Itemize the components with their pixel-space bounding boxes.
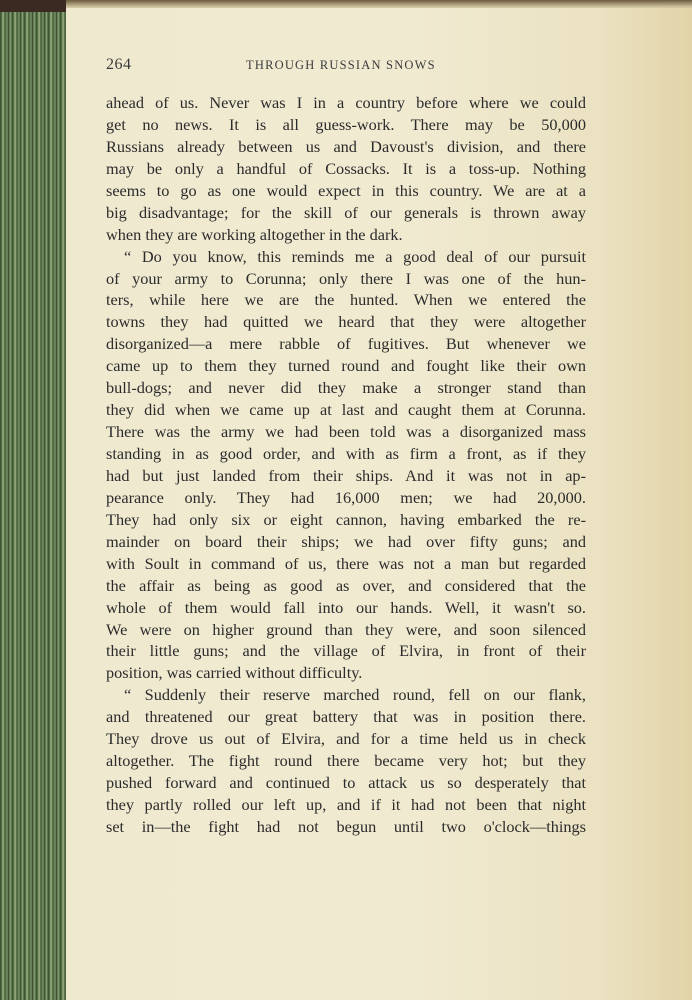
text-line: whole of them would fall into our hands. Well, it wasn't so.: [106, 597, 586, 617]
text-line: of your army to Corunna; only there I was one of the hun-: [106, 268, 586, 288]
text-line: pushed forward and continued to attack us so desperately that: [106, 773, 586, 793]
text-line: get no news. It is all guess-work. There may be 50,000: [106, 114, 586, 134]
text-line: mainder on board their ships; we had over fifty guns; and: [106, 531, 586, 551]
text-line: “ Do you know, this reminds me a good deal of our pursuit: [124, 246, 586, 266]
text-line: came up to them they turned round and fought like their own: [106, 356, 586, 376]
text-line: ahead of us. Never was I in a country before where we could: [106, 93, 586, 112]
text-line: They drove us out of Elvira, and for a time held us in check: [106, 729, 586, 749]
text-line: had but just landed from their ships. And it was not in ap-: [106, 465, 586, 485]
text-line: their little guns; and the village of Elvira, in front of their: [106, 641, 586, 661]
text-line: with Soult in command of us, there was not a man but regarded: [106, 553, 586, 573]
text-line: may be only a handful of Cossacks. It is a toss-up. Nothing: [106, 158, 586, 178]
text-line: position, was carried without difficulty.: [106, 663, 363, 683]
text-line: altogether. The fight round there became very hot; but they: [106, 751, 586, 771]
text-line: they partly rolled our left up, and if it had not been that night: [106, 795, 586, 814]
text-line: towns they had quitted we heard that they were altogether: [106, 312, 586, 332]
text-line: they did when we came up at last and caught them at Corunna.: [106, 400, 586, 420]
text-line: “ Suddenly their reserve marched round, fell on our flank,: [124, 685, 586, 705]
text-line: the affair as being as good as over, and considered that the: [106, 575, 586, 595]
text-line: and threatened our great battery that was in position there.: [106, 707, 586, 727]
text-line: when they are working altogether in the dark.: [106, 224, 403, 244]
body-text: [106, 92, 586, 838]
text-line: set in—the fight had not begun until two o'clock—things: [106, 816, 586, 836]
text-line: There was the army we had been told was a disorganized mass: [106, 422, 586, 442]
text-line: standing in as good order, and with as firm a front, as if they: [106, 444, 586, 463]
text-line: disorganized—a mere rabble of fugitives. But whenever we: [106, 334, 586, 354]
text-line: pearance only. They had 16,000 men; we had 20,000.: [106, 487, 586, 507]
running-head: [106, 56, 586, 78]
text-line: big disadvantage; for the skill of our generals is thrown away: [106, 202, 586, 222]
text-line: They had only six or eight cannon, having embarked the re-: [106, 509, 586, 529]
text-line: ters, while here we are the hunted. When we entered the: [106, 290, 586, 310]
book-title: THROUGH RUSSIAN SNOWS: [246, 58, 436, 72]
page-number: 264: [106, 56, 132, 73]
text-line: bull-dogs; and never did they make a stronger stand than: [106, 378, 586, 398]
text-line: seems to go as one would expect in this country. We are at a: [106, 180, 586, 200]
text-line: We were on higher ground than they were, and soon silenced: [106, 619, 586, 639]
book-spine-edge: [0, 0, 66, 1000]
text-line: Russians already between us and Davoust's division, and there: [106, 136, 586, 156]
